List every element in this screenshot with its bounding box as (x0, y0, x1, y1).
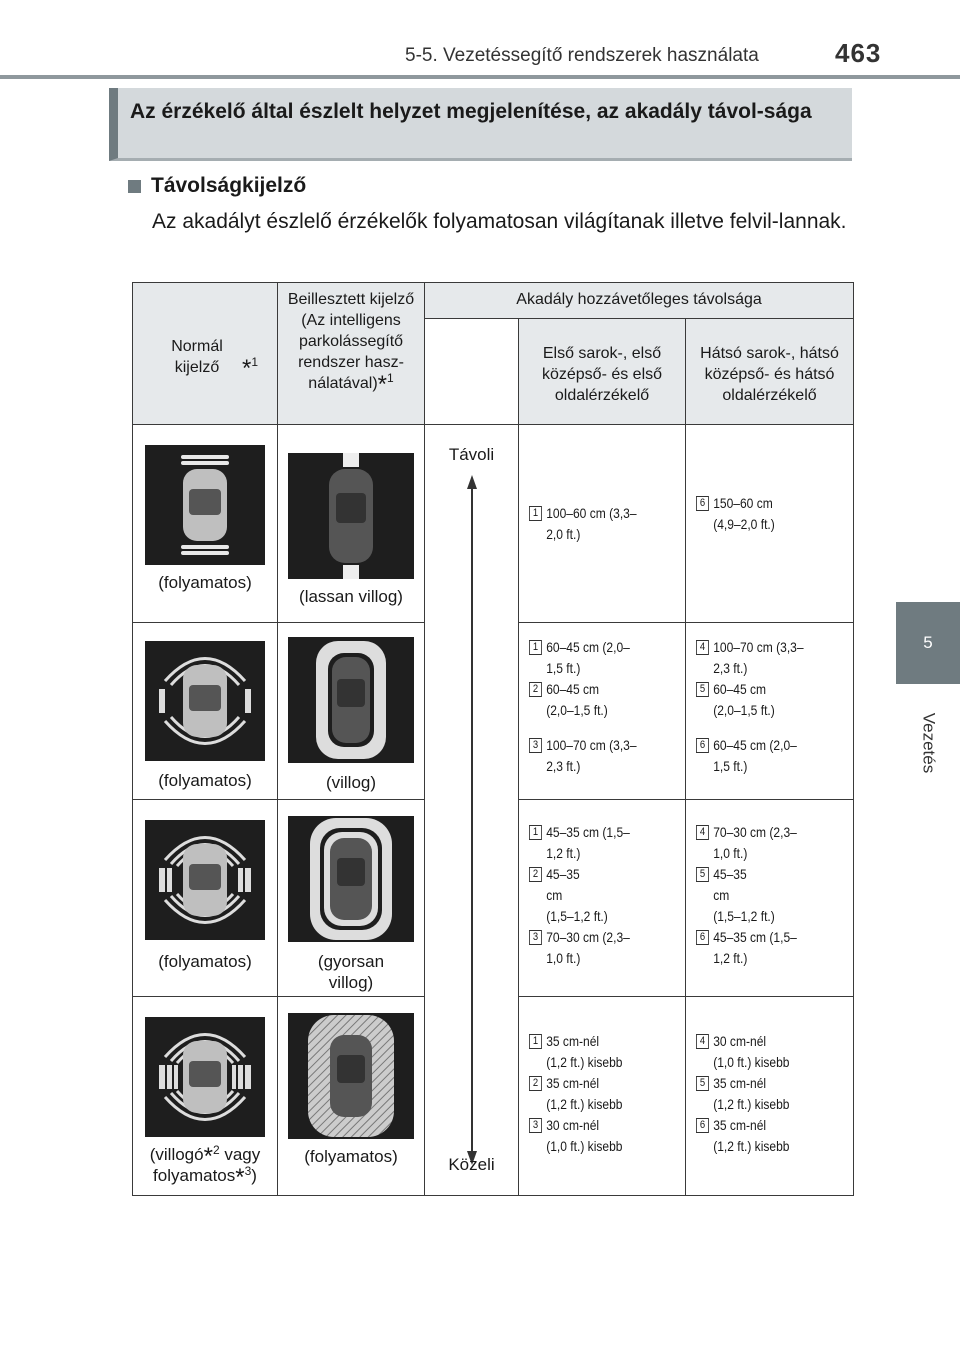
subheading (128, 174, 306, 198)
sensor-number-badge: 4 (696, 1034, 709, 1049)
sensor-number-badge: 2 (529, 1076, 542, 1091)
distance-entry (529, 822, 692, 864)
integrated-display-stage4-image (288, 1013, 414, 1139)
sensor-number-badge: 6 (696, 930, 709, 945)
integrated-display-cell (278, 425, 425, 623)
distance-entry (696, 493, 859, 535)
normal-display-stage1-image (145, 445, 265, 565)
distance-text: (4,9–2,0 ft.) (713, 516, 775, 532)
integrated-display-cell (278, 800, 425, 997)
rear-distance-cell (686, 425, 854, 623)
sensor-number-badge: 5 (696, 682, 709, 697)
caption-part: (villogó (149, 1145, 204, 1164)
sensor-number-badge: 6 (696, 1118, 709, 1133)
distance-text: 45–35 cm (1,5– (713, 929, 797, 945)
distance-text: 35 cm-nél (713, 1075, 767, 1091)
sensor-number-badge: 4 (696, 640, 709, 655)
sensor-number-badge: 6 (696, 738, 709, 753)
page-number: 463 (835, 38, 882, 68)
distance-text: 100–60 cm (3,3– (546, 505, 637, 521)
sensor-number-badge: 3 (529, 930, 542, 945)
distance-text: cm (546, 887, 563, 903)
sensor-number-badge: 1 (529, 825, 542, 840)
sensor-number-badge: 5 (696, 867, 709, 882)
caption-part: folyamatos (153, 1166, 236, 1185)
distance-text: 2,3 ft.) (713, 660, 748, 676)
distance-entry (696, 679, 859, 721)
distance-text: (1,5–1,2 ft.) (713, 908, 775, 924)
distance-text: 45–35 cm (1,5– (546, 824, 630, 840)
footnote-asterisk-icon: * (235, 1164, 245, 1191)
header-integrated-text: Beillesztett kijelző (Az intelligens parkolássegítő rendszer hasz-nálatával) (287, 291, 415, 392)
distance-text: 30 cm-nél (546, 1117, 600, 1133)
header-normal-display (133, 283, 278, 425)
normal-caption: (folyamatos) (158, 573, 252, 592)
distance-text: 70–30 cm (2,3– (546, 929, 630, 945)
distance-text: 1,2 ft.) (713, 950, 748, 966)
caption-part: vagy (219, 1145, 261, 1164)
distance-text: 30 cm-nél (713, 1033, 767, 1049)
integrated-display-cell (278, 997, 425, 1196)
sensor-number-badge: 3 (529, 1118, 542, 1133)
sensor-number-badge: 6 (696, 496, 709, 511)
rear-distance-cell (686, 623, 854, 800)
normal-caption (133, 1143, 277, 1191)
distance-text: 1,5 ft.) (713, 758, 748, 774)
distance-entry (696, 1115, 859, 1157)
distance-text: 35 cm-nél (546, 1075, 600, 1091)
header-rear-sensors: Hátsó sarok-, hátsó középső- és hátsó oldalérzékelő (686, 319, 854, 425)
scale-far-label: Távoli (448, 445, 495, 464)
distance-text: 60–45 cm (2,0– (713, 737, 797, 753)
distance-text: 100–70 cm (3,3– (546, 737, 637, 753)
integrated-display-cell (278, 623, 425, 800)
sensor-number-badge: 3 (529, 738, 542, 753)
sensor-number-badge: 5 (696, 1076, 709, 1091)
distance-entry (529, 864, 692, 927)
sensor-number-badge: 1 (529, 506, 542, 521)
integrated-caption: (lassan villog) (299, 587, 403, 606)
integrated-caption: (folyamatos) (304, 1147, 398, 1166)
distance-entry (696, 735, 859, 777)
distance-entry (696, 1073, 859, 1115)
integrated-display-stage2-image (288, 637, 414, 763)
distance-text: (2,0–1,5 ft.) (546, 702, 608, 718)
normal-caption: (folyamatos) (158, 771, 252, 790)
header-distance: Akadály hozzávetőleges távolsága (425, 283, 854, 319)
sensor-number-badge: 4 (696, 825, 709, 840)
normal-display-cell (133, 623, 278, 800)
front-distance-cell (519, 997, 686, 1196)
chapter-number: 5 (923, 633, 933, 652)
sensor-number-badge: 2 (529, 867, 542, 882)
chapter-tab (896, 602, 960, 684)
integrated-display-stage3-image (288, 816, 414, 942)
front-distance-cell (519, 800, 686, 997)
distance-text: (2,0–1,5 ft.) (713, 702, 775, 718)
sensor-number-badge: 2 (529, 682, 542, 697)
distance-entry (529, 637, 692, 679)
distance-text: 60–45 cm (546, 681, 600, 697)
integrated-caption: (villog) (325, 773, 377, 792)
distance-text: 1,5 ft.) (546, 660, 581, 676)
chapter-label-text: Vezetés (919, 712, 938, 774)
distance-text: (1,0 ft.) kisebb (713, 1054, 790, 1070)
distance-scale (425, 425, 519, 1196)
front-distance-cell (519, 425, 686, 623)
distance-text: (1,2 ft.) kisebb (546, 1096, 623, 1112)
normal-display-stage4-image (145, 1017, 265, 1137)
distance-entry (529, 679, 692, 721)
footnote-mark: 2 (212, 1143, 220, 1157)
distance-text: (1,2 ft.) kisebb (546, 1054, 623, 1070)
distance-text: (1,2 ft.) kisebb (713, 1096, 790, 1112)
distance-text: 35 cm-nél (546, 1033, 600, 1049)
distance-text: (1,5–1,2 ft.) (546, 908, 608, 924)
intro-paragraph: Az akadályt észlelő érzékelők folyamatosan világítanak illetve felvil-lannak. (152, 210, 847, 233)
rear-distance-cell (686, 997, 854, 1196)
footnote-mark: 1 (251, 354, 259, 369)
distance-text: 60–45 cm (2,0– (546, 639, 630, 655)
footnote-asterisk-icon: * (203, 1143, 213, 1170)
distance-text: cm (713, 887, 730, 903)
footnote-asterisk-icon: * (377, 371, 388, 398)
distance-text: 45–35 (546, 866, 580, 882)
rear-distance-cell (686, 800, 854, 997)
distance-text: 2,0 ft.) (546, 526, 581, 542)
distance-text: 1,0 ft.) (546, 950, 581, 966)
header-scale-spacer (425, 319, 519, 425)
scale-near-label: Közeli (448, 1155, 495, 1174)
distance-text: 100–70 cm (3,3– (713, 639, 804, 655)
caption-part: ) (251, 1166, 257, 1185)
distance-text: 1,0 ft.) (713, 845, 748, 861)
distance-entry (529, 1073, 692, 1115)
distance-entry (529, 927, 692, 969)
distance-entry (696, 822, 859, 864)
distance-text: 1,2 ft.) (546, 845, 581, 861)
header-normal-text: Normál kijelző (171, 337, 223, 376)
distance-text: 2,3 ft.) (546, 758, 581, 774)
distance-text: 35 cm-nél (713, 1117, 767, 1133)
normal-display-stage2-image (145, 641, 265, 761)
distance-entry (696, 1031, 859, 1073)
distance-text: (1,0 ft.) kisebb (546, 1138, 623, 1154)
distance-text: (1,2 ft.) kisebb (713, 1138, 790, 1154)
footnote-mark: 1 (387, 371, 394, 385)
subheading-text: Távolságkijelző (151, 174, 307, 197)
distance-text: 150–60 cm (713, 495, 773, 511)
header-integrated-display (278, 283, 425, 425)
normal-display-cell (133, 425, 278, 623)
distance-entry (696, 637, 859, 679)
distance-entry (696, 927, 859, 969)
normal-display-cell (133, 997, 278, 1196)
integrated-display-stage1-image (288, 453, 414, 579)
normal-display-stage3-image (145, 820, 265, 940)
footnote-mark: 3 (244, 1164, 252, 1178)
sensor-number-badge: 1 (529, 1034, 542, 1049)
double-arrow-icon (425, 475, 519, 1165)
distance-text: 45–35 (713, 866, 747, 882)
normal-caption: (folyamatos) (158, 952, 252, 971)
distance-entry (529, 1115, 692, 1157)
distance-entry (529, 1031, 692, 1073)
distance-table (132, 282, 854, 1196)
sensor-number-badge: 1 (529, 640, 542, 655)
header-section-title: 5-5. Vezetéssegítő rendszerek használata (405, 45, 759, 66)
footnote-asterisk-icon: * (241, 354, 252, 382)
distance-entry (696, 864, 859, 927)
normal-display-cell (133, 800, 278, 997)
bullet-square-icon (128, 180, 141, 193)
distance-entry (529, 735, 692, 777)
distance-text: 60–45 cm (713, 681, 767, 697)
header-front-sensors: Első sarok-, első középső- és első oldalérzékelő (519, 319, 686, 425)
distance-text: 70–30 cm (2,3– (713, 824, 797, 840)
header-rule (0, 75, 960, 79)
section-title: Az érzékelő által észlelt helyzet megjelenítése, az akadály távol-sága (109, 88, 852, 161)
distance-entry (529, 503, 692, 545)
front-distance-cell (519, 623, 686, 800)
chapter-label (898, 688, 958, 798)
integrated-caption: (gyorsan villog) (317, 952, 385, 992)
